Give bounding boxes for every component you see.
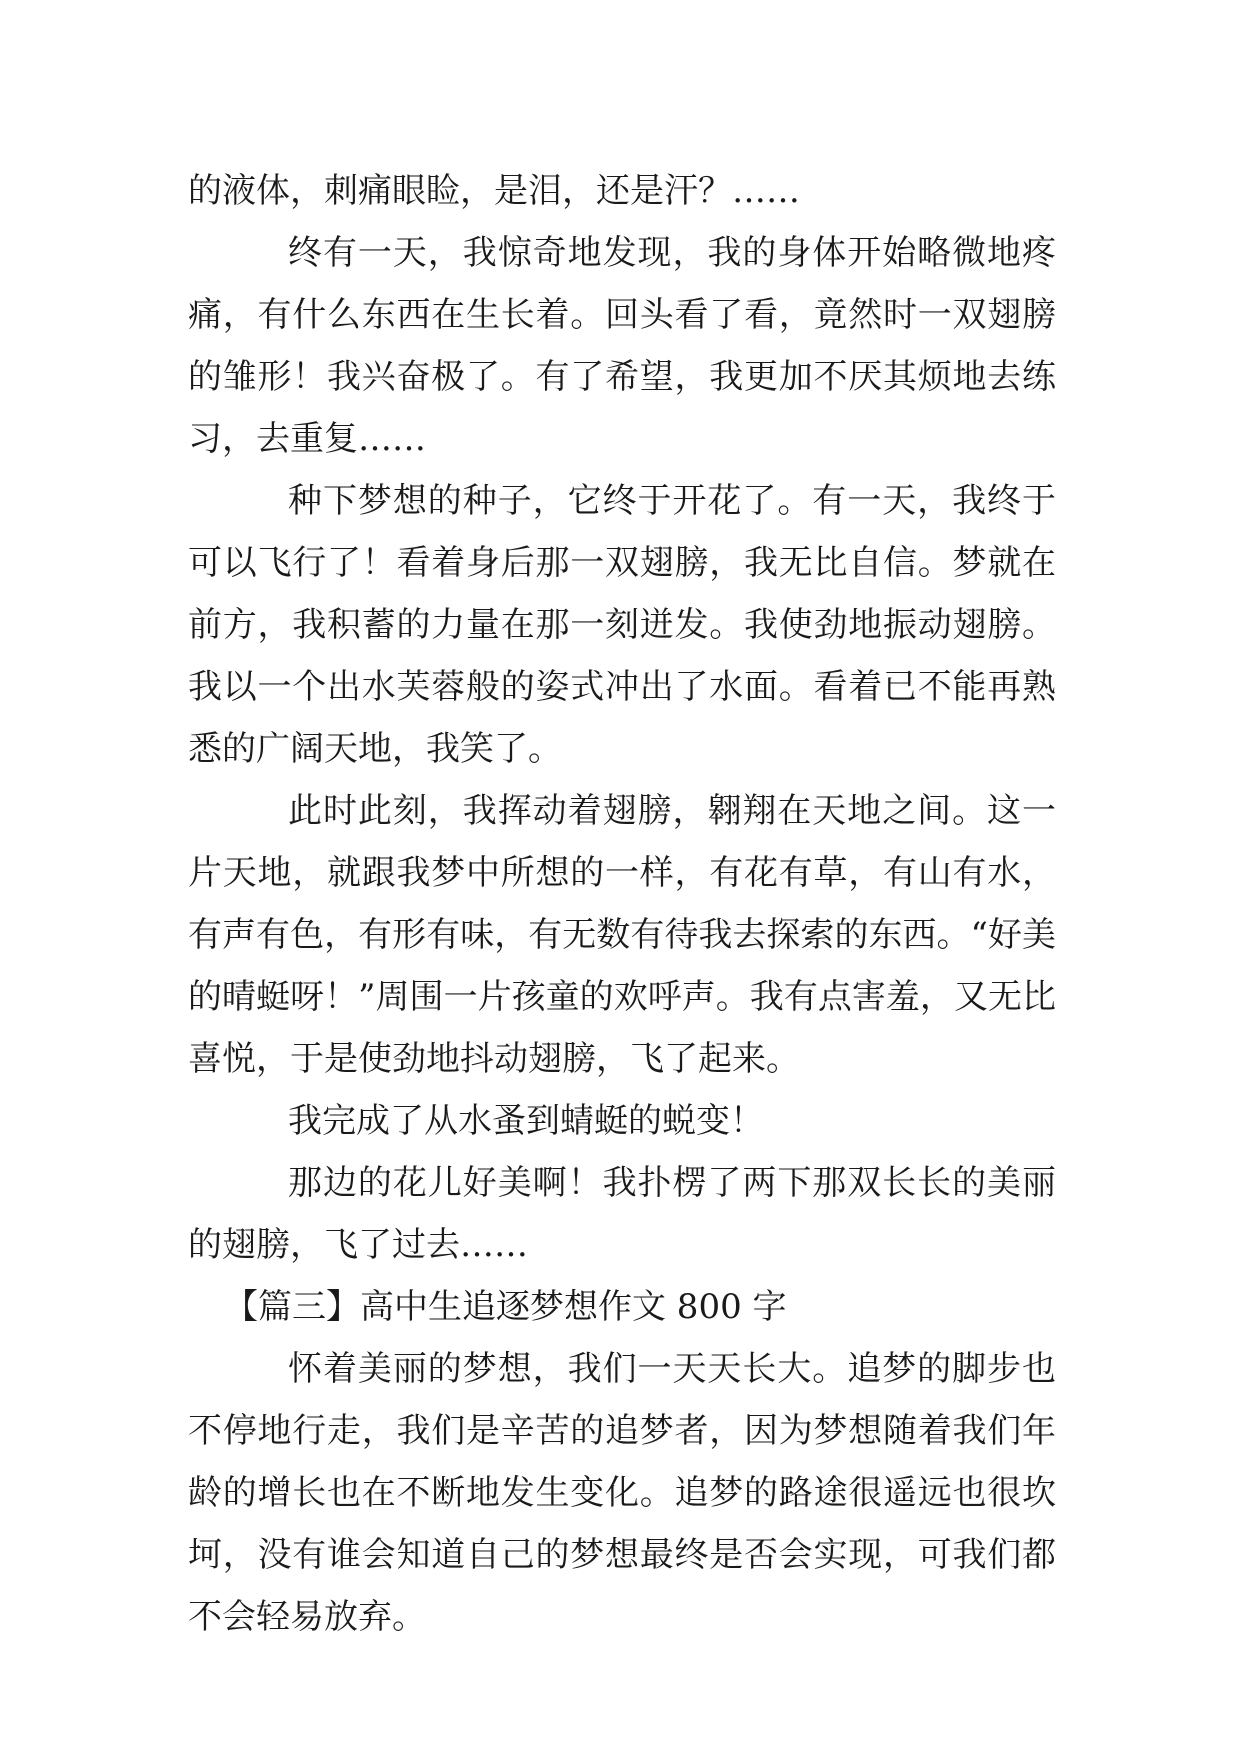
section-heading: 【篇三】高中生追逐梦想作文 800 字 — [224, 1287, 787, 1327]
paragraph-continuation: 的液体，刺痛眼睑，是泪，还是汗？…… — [188, 171, 800, 211]
paragraph: 怀着美丽的梦想，我们一天天长大。追梦的脚步也不停地行走，我们是辛苦的追梦者，因为梦想随着我们年龄的增长也在不断地发生变化。追梦的路途很遥远也很坎坷，没有谁会知道自己的梦想最终是否会实现，可我们都不会轻易放弃。 — [188, 1349, 1056, 1637]
paragraph: 种下梦想的种子，它终于开花了。有一天，我终于可以飞行了！看着身后那一双翅膀，我无比自信。梦就在前方，我积蓄的力量在那一刻迸发。我使劲地振动翅膀。我以一个出水芙蓉般的姿式冲出了水面。看着已不能再熟悉的广阔天地，我笑了。 — [188, 481, 1056, 769]
paragraph: 终有一天，我惊奇地发现，我的身体开始略微地疼痛，有什么东西在生长着。回头看了看，竟然时一双翅膀的雏形！我兴奋极了。有了希望，我更加不厌其烦地去练习，去重复…… — [188, 233, 1056, 459]
paragraph: 此时此刻，我挥动着翅膀，翱翔在天地之间。这一片天地，就跟我梦中所想的一样，有花有草，有山有水，有声有色，有形有味，有无数有待我去探索的东西。“好美的晴蜓呀！”周围一片孩童的欢呼声。我有点害羞，又无比喜悦，于是使劲地抖动翅膀，飞了起来。 — [188, 791, 1056, 1079]
paragraph: 我完成了从水蚤到蜻蜓的蜕变！ — [288, 1101, 764, 1141]
document-body — [188, 160, 1056, 1648]
paragraph: 那边的花儿好美啊！我扑楞了两下那双长长的美丽的翅膀，飞了过去…… — [188, 1163, 1056, 1265]
